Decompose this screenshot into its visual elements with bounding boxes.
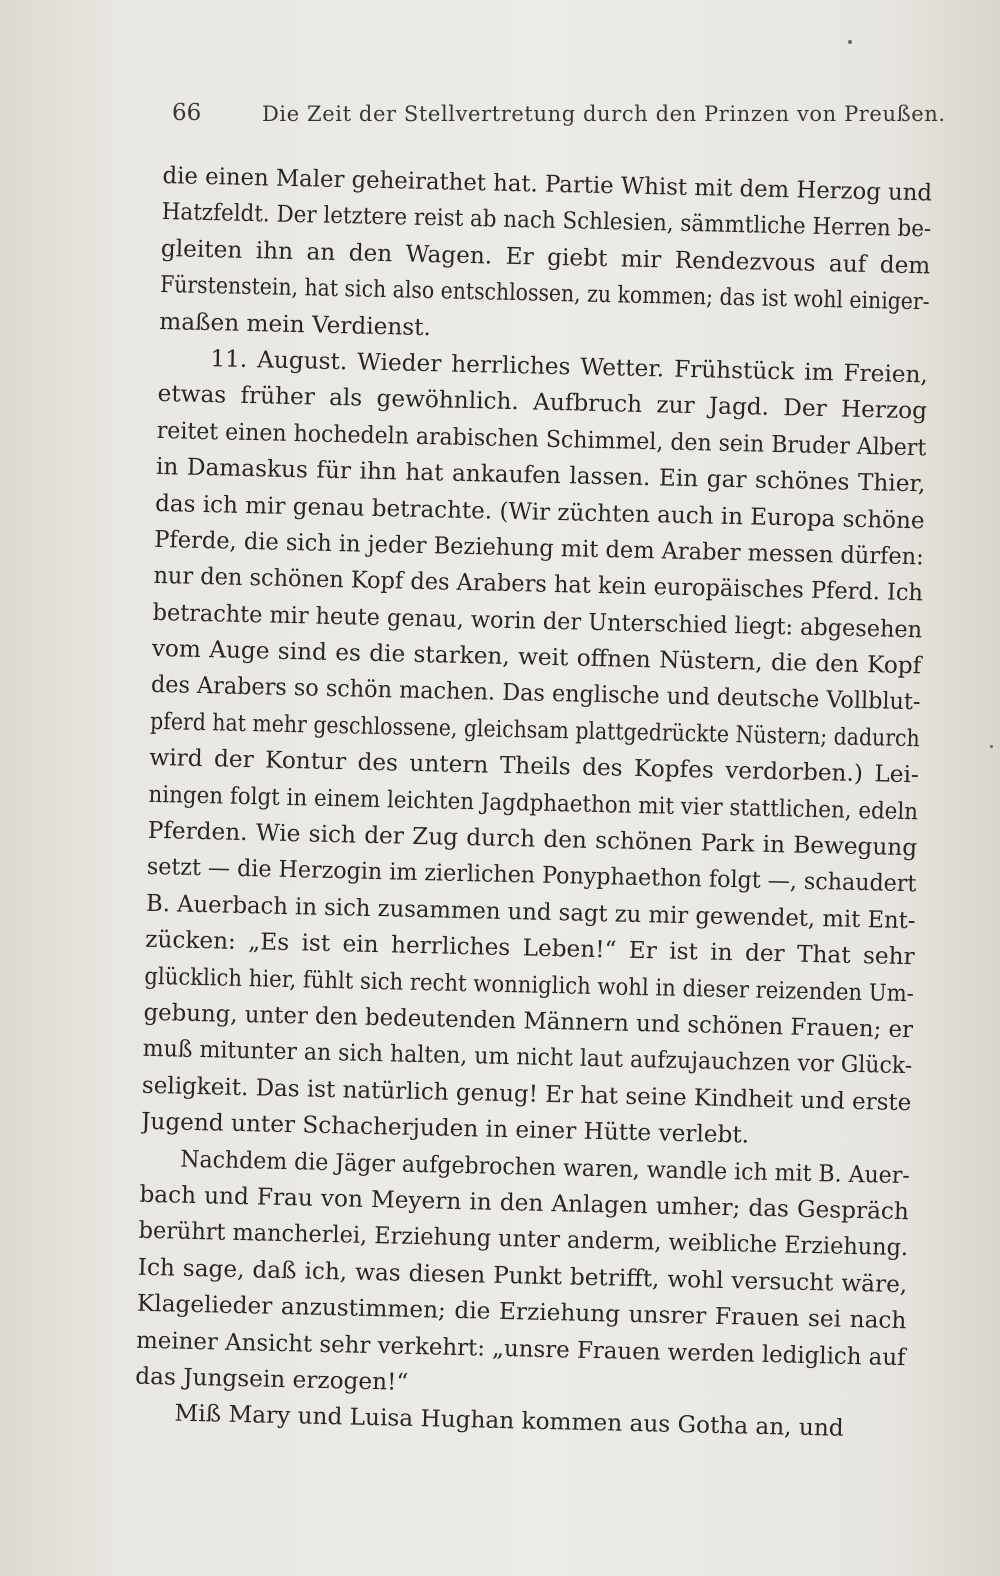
text-line: Miß Mary und Luisa Hughan kommen aus Gotha an, und	[174, 1399, 844, 1443]
text-line: wird der Kontur des untern Theils des Kopfes verdorben.) Lei-	[149, 744, 920, 789]
paragraph	[159, 158, 963, 358]
paper-speck	[848, 40, 852, 44]
text-line: Pferde, die sich in jeder Beziehung mit dem Araber messen dürfen:	[154, 525, 925, 571]
text-line: nur den schönen Kopf des Arabers hat kein europäisches Pferd. Ich	[153, 562, 924, 607]
page-header	[172, 96, 946, 136]
text-line: muß mitunter an sich halten, um nicht laut aufzujauchzen vor Glück-	[142, 1035, 913, 1080]
text-line: 11. August. Wieder herrliches Wetter. Frühstück im Freien,	[210, 345, 929, 389]
text-line: betrachte mir heute genau, worin der Unterschied liegt: abgesehen	[152, 598, 923, 644]
text-line: glücklich hier, fühlt sich recht wonniglich wohl in dieser reizenden Um-	[144, 962, 915, 1007]
text-line: bach und Frau von Meyern in den Anlagen umher; das Gespräch	[139, 1180, 910, 1226]
text-line: setzt — die Herzogin im zierlichen Ponyphaethon folgt —, schaudert	[146, 853, 917, 898]
text-line: etwas früher als gewöhnlich. Aufbruch zur Jagd. Der Herzog	[157, 380, 928, 425]
text-line: zücken: „Es ist ein herrliches Leben!“ Er ist in der That sehr	[144, 926, 915, 971]
page-number: 66	[172, 100, 202, 126]
text-line: berührt mancherlei, Erziehung unter anderm, weibliche Erziehung.	[138, 1217, 909, 1262]
text-line: Klagelieder anzustimmen; die Erziehung unsrer Frauen sei nach	[136, 1289, 907, 1335]
text-line: Pferden. Wie sich der Zug durch den schönen Park in Bewegung	[147, 816, 918, 862]
text-line: seligkeit. Das ist natürlich genug! Er hat seine Kindheit und erste	[141, 1071, 912, 1116]
text-line: das Jungsein erzogen!“	[135, 1362, 409, 1396]
text-line: maßen mein Verdienst.	[158, 307, 432, 341]
text-line: Jugend unter Schacherjuden in einer Hütte verlebt.	[140, 1107, 750, 1149]
running-head: Die Zeit der Stellvertretung durch den Prinzen von Preußen.	[262, 102, 946, 126]
text-line: B. Auerbach in sich zusammen und sagt zu mir gewendet, mit Ent-	[145, 889, 916, 935]
paragraph	[135, 1140, 941, 1413]
text-line: in Damaskus für ihn hat ankaufen lassen. Ein gar schönes Thier,	[155, 453, 926, 498]
text-line: pferd hat mehr geschlossene, gleichsam plattgedrückte Nüstern; dadurch	[149, 707, 920, 753]
text-line: das ich mir genau betrachte. (Wir züchten auch in Europa schöne	[154, 489, 925, 534]
text-line: meiner Ansicht sehr verkehrt: „unsre Frauen werden lediglich auf	[135, 1326, 906, 1371]
text-line: ningen folgt in einem leichten Jagdphaethon mit vier stattlichen, edeln	[148, 780, 919, 825]
text-line: Nachdem die Jäger aufgebrochen waren, wandle ich mit B. Auer-	[179, 1145, 911, 1189]
paragraph	[141, 340, 959, 1159]
paper-speck	[990, 745, 993, 748]
text-line: Fürstenstein, hat sich also entschlossen, zu kommen; das ist wohl einiger-	[159, 271, 930, 316]
text-line: vom Auge sind es die starken, weit offnen Nüstern, die den Kopf	[151, 634, 922, 680]
text-line: gebung, unter den bedeutenden Männern und schönen Frauen; er	[143, 998, 914, 1044]
text-body	[134, 158, 963, 1449]
text-line: des Arabers so schön machen. Das englische und deutsche Vollblut-	[150, 671, 921, 716]
text-line: gleiten ihn an den Wagen. Er giebt mir Rendezvous auf dem	[160, 234, 931, 280]
text-line: Ich sage, daß ich, was diesen Punkt betrifft, wohl versucht wäre,	[137, 1253, 908, 1298]
text-line: die einen Maler geheirathet hat. Partie Whist mit dem Herzog und	[162, 161, 933, 207]
text-line: Hatzfeldt. Der letztere reist ab nach Schlesien, sämmtliche Herren be-	[161, 198, 932, 243]
text-line: reitet einen hochedeln arabischen Schimmel, den sein Bruder Albert	[156, 416, 927, 462]
